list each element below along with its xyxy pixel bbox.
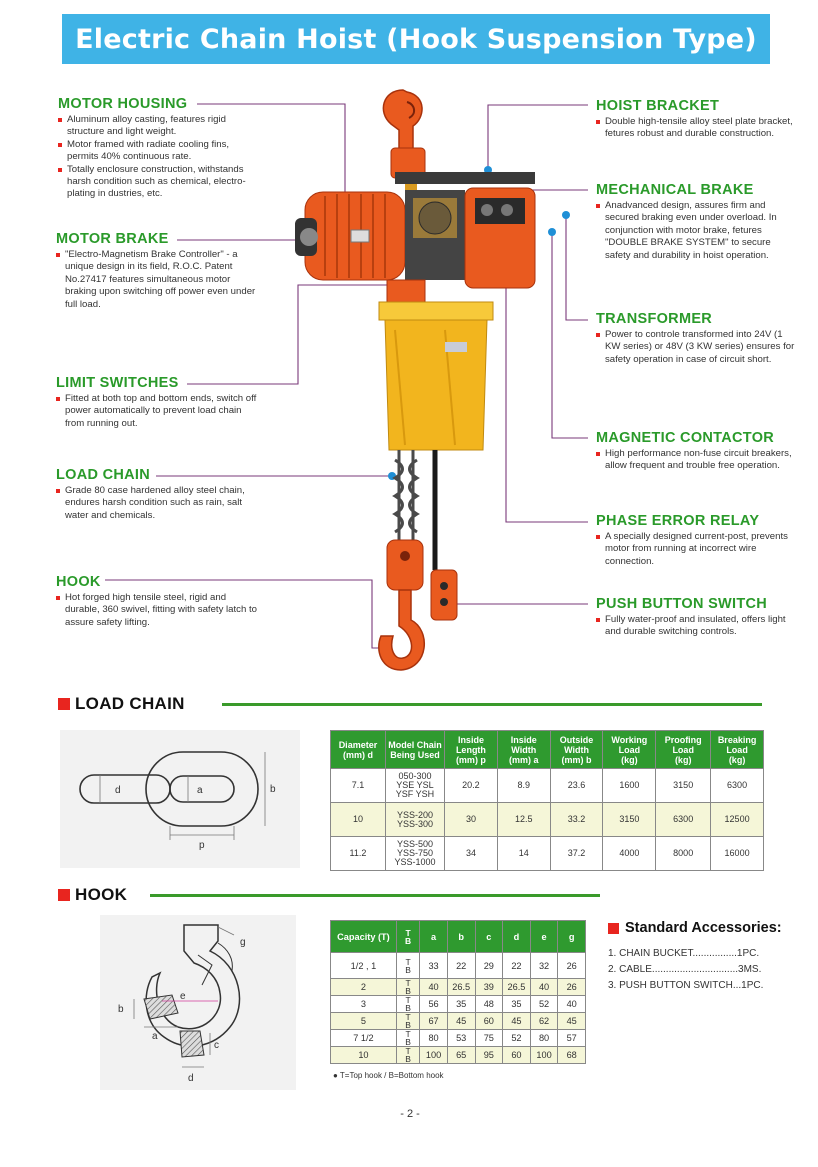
col-header: Capacity (T): [331, 921, 397, 953]
feature-text: Fully water-proof and insulated, offers light and durable switching controls.: [596, 614, 796, 639]
table-row: 7 1/2 T B 80 53 75 52 80 57: [331, 1030, 586, 1047]
diagram-label-d: d: [188, 1073, 194, 1084]
section-title: HOOK: [75, 885, 128, 904]
feature-title: PHASE ERROR RELAY: [596, 513, 760, 529]
feature-hoist-bracket: [596, 98, 796, 141]
feature-phase-error-relay: [596, 513, 796, 568]
diagram-label-c: c: [214, 1040, 219, 1051]
list-item: 3. PUSH BUTTON SWITCH...1PC.: [608, 980, 764, 991]
col-header: b: [447, 921, 475, 953]
callout-dot: [548, 228, 556, 236]
bullet-icon: ●: [333, 1071, 340, 1080]
table-row: 3 T B 56 35 48 35 52 40: [331, 996, 586, 1013]
list-item: 1. CHAIN BUCKET................1PC.: [608, 948, 760, 959]
feature-title: LOAD CHAIN: [56, 467, 151, 483]
feature-title: TRANSFORMER: [596, 311, 713, 327]
table-row: 11.2 YSS-500 YSS-750 YSS-1000 34 14 37.2 4000 8000 16000: [331, 837, 764, 871]
feature-text: High performance non-fuse circuit breakers, allow frequent and trouble free operation.: [596, 448, 796, 473]
heading-square-icon: [58, 889, 70, 901]
col-header: Inside Length (mm) p: [445, 731, 498, 769]
feature-title: LIMIT SWITCHES: [56, 375, 179, 391]
diagram-label-e: e: [180, 991, 186, 1002]
feature-text: Grade 80 case hardened alloy steel chain, endures harsh condition such as rain, salt water and chemicals.: [56, 485, 261, 522]
table-row: 10 T B 100 65 95 60 100 68: [331, 1047, 586, 1064]
col-header: Outside Width (mm) b: [550, 731, 603, 769]
table-row: 7.1 050-300 YSE YSL YSF YSH 20.2 8.9 23.6 1600 3150 6300: [331, 769, 764, 803]
page-title: Electric Chain Hoist (Hook Suspension Type): [62, 14, 770, 64]
feature-limit-switches: [56, 375, 261, 430]
diagram-label-b: b: [118, 1004, 124, 1015]
feature-motor-housing: [58, 96, 263, 201]
col-header: e: [530, 921, 558, 953]
table-row: 5 T B 67 45 60 45 62 45: [331, 1013, 586, 1030]
feature-magnetic-contactor: [596, 430, 796, 473]
feature-text: Anadvanced design, assures firm and secured braking even under overload. In conjunction with motor brake, fetures "DOUBLE BRAKE SYSTEM" to secure safety and durability in hoist operation.: [596, 200, 796, 262]
hook-heading: [58, 885, 127, 905]
accessories-title: Standard Accessories:: [608, 920, 798, 936]
col-header: Proofing Load (kg): [656, 731, 711, 769]
feature-load-chain: [56, 467, 261, 522]
diagram-label-a: a: [152, 1031, 158, 1042]
load-chain-table: [330, 730, 764, 871]
feature-title: MOTOR BRAKE: [56, 231, 169, 247]
feature-title: HOIST BRACKET: [596, 98, 720, 114]
section-divider: [222, 703, 762, 706]
feature-hook: [56, 574, 261, 629]
callout-magnetic-contactor: [552, 232, 588, 438]
callout-transformer: [566, 215, 588, 320]
feature-text: Totally enclosure construction, withstands harsh condition such as chemical, electro-plating in dustries, etc.: [58, 164, 263, 201]
feature-mechanical-brake: [596, 182, 796, 262]
feature-text: Aluminum alloy casting, features rigid structure and light weight.: [58, 114, 263, 139]
feature-text: Double high-tensile alloy steel plate bracket, fetures robust and durable construction.: [596, 116, 796, 141]
hoist-illustration: [295, 80, 545, 680]
heading-square-icon: [608, 923, 619, 934]
hook-table: [330, 920, 586, 1064]
feature-title: PUSH BUTTON SWITCH: [596, 596, 768, 612]
feature-transformer: [596, 311, 796, 366]
feature-motor-brake: [56, 231, 261, 311]
hook-footnote: ● T=Top hook / B=Bottom hook: [333, 1071, 444, 1080]
table-row: 1/2 , 1 T B 33 22 29 22 32 26: [331, 953, 586, 979]
feature-text: Motor framed with radiate cooling fins, permits 40% continuous rate.: [58, 139, 263, 164]
col-header: d: [503, 921, 531, 953]
feature-title: MOTOR HOUSING: [58, 96, 188, 112]
feature-text: Fitted at both top and bottom ends, switch off power automatically to prevent load chain from running out.: [56, 393, 261, 430]
diagram-label-p: p: [199, 840, 205, 851]
hook-diagram: [100, 915, 296, 1090]
col-header: a: [420, 921, 448, 953]
section-divider: [150, 894, 600, 897]
col-header: Diameter (mm) d: [331, 731, 386, 769]
heading-square-icon: [58, 698, 70, 710]
chain-link-diagram: [60, 730, 300, 868]
diagram-label-g: g: [240, 937, 246, 948]
col-header: Model Chain Being Used: [385, 731, 444, 769]
diagram-label-b: b: [270, 784, 276, 795]
col-header: Breaking Load (kg): [711, 731, 764, 769]
feature-text: "Electro-Magnetism Brake Controller" - a unique design in its field, R.O.C. Patent No.27417 features simultaneous motor braking upon switching off power even under full load.: [56, 249, 261, 311]
col-header: T B: [396, 921, 419, 953]
list-item: 2. CABLE...............................3MS.: [608, 964, 762, 975]
col-header: Working Load (kg): [603, 731, 656, 769]
table-row: 2 T B 40 26.5 39 26.5 40 26: [331, 979, 586, 996]
load-chain-heading: [58, 694, 185, 714]
diagram-label-d: d: [115, 785, 121, 796]
feature-title: MECHANICAL BRAKE: [596, 182, 754, 198]
feature-text: A specially designed current-post, prevents motor from running at incorrect wire connection.: [596, 531, 796, 568]
section-title: LOAD CHAIN: [75, 694, 185, 713]
callout-dot: [562, 211, 570, 219]
diagram-label-a: a: [197, 785, 203, 796]
feature-text: Hot forged high tensile steel, rigid and durable, 360 swivel, fitting with safety latch to assure safety lifting.: [56, 592, 261, 629]
col-header: Inside Width (mm) a: [497, 731, 550, 769]
standard-accessories: [608, 920, 798, 994]
col-header: c: [475, 921, 503, 953]
table-row: 10 YSS-200 YSS-300 30 12.5 33.2 3150 6300 12500: [331, 803, 764, 837]
feature-title: MAGNETIC CONTACTOR: [596, 430, 775, 446]
feature-push-button-switch: [596, 596, 796, 639]
feature-title: HOOK: [56, 574, 101, 590]
feature-text: Power to controle transformed into 24V (1 KW series) or 48V (3 KW series) ensures for safety operation in case of circuit short.: [596, 329, 796, 366]
page-number: - 2 -: [400, 1108, 420, 1120]
col-header: g: [558, 921, 586, 953]
